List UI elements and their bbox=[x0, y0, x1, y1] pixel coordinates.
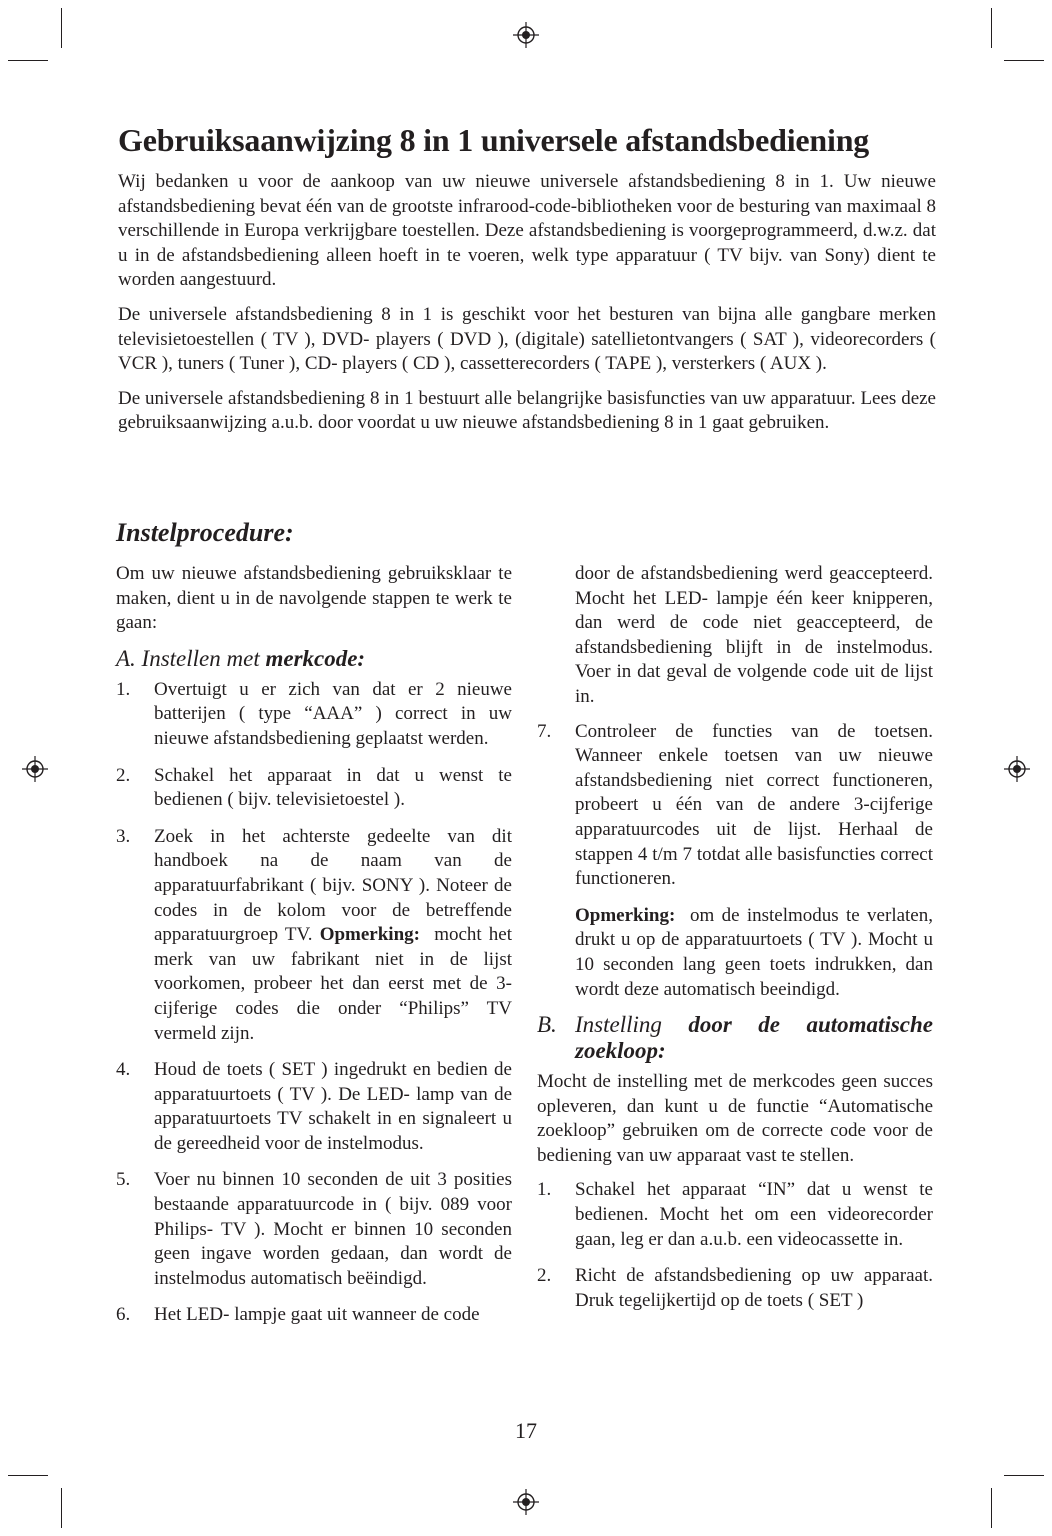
list-item bbox=[537, 1264, 933, 1313]
section-b-intro: Mocht de instelling met de merkcodes geen succes opleveren, dan kunt u de functie “Automatische zoekloop” gebruiken om de correcte code voor de bediening van uw apparaat vast te stellen. bbox=[537, 1071, 933, 1166]
step-text: Controleer de functies van de toetsen. Wanneer enkele toetsen van uw nieuwe afstandsbediening niet correct functioneren, probeert u één van de andere 3-cijferige apparatuurcodes uit de lijst. Herhaal de stappen 4 t/m 7 totdat alle basisfuncties correct functioneren. bbox=[575, 720, 933, 890]
intro bbox=[118, 170, 936, 446]
list-item bbox=[116, 1058, 512, 1156]
step-number: 4. bbox=[116, 1059, 131, 1081]
step-text: Zoek in het achterste gedeelte van dit handboek na de naam van de apparatuurfabrikant ( bijv. SONY ). Noteer de codes in de kolom voor de betreffende apparatuurgroep TV. bbox=[154, 825, 512, 946]
note-label: Opmerking: bbox=[319, 924, 420, 946]
list-item bbox=[116, 1303, 512, 1328]
list-item bbox=[116, 825, 512, 1046]
list-item bbox=[537, 1178, 933, 1252]
step-text: Richt de afstandsbediening op uw apparaat. Druk tegelijkertijd op de toets ( SET ) bbox=[575, 1265, 933, 1311]
crop-mark bbox=[61, 8, 62, 48]
registration-mark-icon bbox=[22, 756, 48, 782]
subsection-b-bold: door de automatische zoekloop: bbox=[575, 1012, 933, 1064]
steps-a-list bbox=[116, 678, 512, 1328]
crop-mark bbox=[8, 60, 48, 61]
step-text: Houd de toets ( SET ) ingedrukt en bedien de apparatuurtoets ( TV ). De LED- lamp van de apparatuurtoets TV schakelt in en signaleert u de gereedheid voor de instelmodus. bbox=[154, 1059, 512, 1154]
crop-mark bbox=[1004, 1475, 1044, 1476]
crop-mark bbox=[991, 1488, 992, 1528]
step-continuation: door de afstandsbediening werd geaccepteerd. Mocht het LED- lampje één keer knipperen, dan werd de code niet geaccepteerd, de afstandsbediening blijft in de instelmodus. Voer in dat geval de volgende code uit de lijst in. bbox=[575, 563, 933, 707]
step-number: 6. bbox=[116, 1304, 131, 1326]
intro-paragraph: Wij bedanken u voor de aankoop van uw nieuwe universele afstandsbediening 8 in 1. Uw nieuwe afstandsbediening bevat één van de grootste infrarood-code-bibliotheken voor de besturing van maximaal 8 verschillende in Europa verkrijgbare toestellen. Deze afstandsbediening is voorgeprogrammeerd, d.w.z. dat u in de afstandsbediening alleen hoeft in te voeren, welk type apparatuur ( TV bijv. van Sony) dient te worden aangestuurd. bbox=[118, 171, 936, 291]
remark bbox=[537, 904, 933, 1002]
registration-mark-icon bbox=[1004, 756, 1030, 782]
page-number: 17 bbox=[515, 1418, 537, 1443]
note-text: mocht het merk van uw fabrikant niet in de lijst voorkomen, probeer het dan eerst met de 3-cijferige codes die onder “Philips” TV vermeld zijn. bbox=[154, 924, 513, 1044]
subsection-a-bold: merkcode: bbox=[265, 645, 366, 671]
subsection-a-prefix: A. Instellen met bbox=[116, 645, 266, 671]
remark-text: om de instelmodus te verlaten, drukt u op de apparatuurtoets ( TV ). Mocht u 10 seconden lang geen toets indrukken, dan wordt deze automatisch beeindigd. bbox=[575, 904, 933, 1000]
step-number: 3. bbox=[116, 825, 131, 847]
page-title: Gebruiksaanwijzing 8 in 1 universele afstandsbediening bbox=[118, 122, 870, 158]
list-item bbox=[537, 720, 933, 892]
subsection-a-heading bbox=[116, 646, 512, 672]
remark-label: Opmerking: bbox=[575, 904, 676, 926]
section-title: Instelprocedure: bbox=[116, 518, 294, 547]
step-number: 1. bbox=[116, 678, 131, 700]
list-item bbox=[116, 764, 512, 813]
right-column bbox=[537, 562, 933, 1325]
crop-mark bbox=[1004, 60, 1044, 61]
subsection-b-prefix: Instelling bbox=[575, 1012, 689, 1038]
intro-paragraph: De universele afstandsbediening 8 in 1 is geschikt voor het besturen van bijna alle gangbare merken televisietoestellen ( TV ), DVD- players ( DVD ), (digitale) satellietontvangers ( SAT ), videorecorders ( VCR ), tuners ( Tuner ), CD- players ( CD ), cassetterecorders ( TAPE ), versterkers ( AUX ). bbox=[118, 303, 936, 375]
step-number: 2. bbox=[116, 764, 131, 786]
step-number: 5. bbox=[116, 1169, 131, 1191]
list-item bbox=[116, 678, 512, 752]
step-number: 2. bbox=[537, 1265, 552, 1287]
subsection-b-letter: B. bbox=[537, 1012, 557, 1038]
crop-mark bbox=[61, 1488, 62, 1528]
section-intro: Om uw nieuwe afstandsbediening gebruiksklaar te maken, dient u in de navolgende stappen te werk te gaan: bbox=[116, 563, 512, 634]
crop-mark bbox=[8, 1475, 48, 1476]
step-number: 1. bbox=[537, 1179, 552, 1201]
subsection-b-heading bbox=[537, 1012, 933, 1064]
list-item bbox=[116, 1168, 512, 1291]
step-text: Het LED- lampje gaat uit wanneer de code bbox=[154, 1304, 480, 1326]
step-text: Overtuigt u er zich van dat er 2 nieuwe batterijen ( type “AAA” ) correct in uw nieuwe afstandsbediening geplaatst werden. bbox=[154, 678, 512, 749]
registration-mark-icon bbox=[513, 22, 539, 48]
step-text: Schakel het apparaat “IN” dat u wenst te bedienen. Mocht het om een videorecorder gaan, leg er dan a.u.b. een videocassette in. bbox=[575, 1179, 933, 1250]
step-text: Schakel het apparaat in dat u wenst te bedienen ( bijv. televisietoestel ). bbox=[154, 764, 512, 811]
steps-a-list-continued bbox=[537, 720, 933, 892]
left-column bbox=[116, 562, 512, 1340]
registration-mark-icon bbox=[513, 1489, 539, 1515]
crop-mark bbox=[991, 8, 992, 48]
step-text: Voer nu binnen 10 seconden de uit 3 posities bestaande apparatuurcode in ( bijv. 089 voor Philips- TV ). Mocht er binnen 10 seconden geen ingave worden gedaan, dan wordt de instelmodus automatisch beëindigd. bbox=[154, 1169, 512, 1289]
steps-b-list bbox=[537, 1178, 933, 1313]
intro-paragraph: De universele afstandsbediening 8 in 1 bestuurt alle belangrijke basisfuncties van uw apparatuur. Lees deze gebruiksaanwijzing a.u.b. door voordat u uw nieuwe afstandsbediening 8 in 1 gaat gebruiken. bbox=[118, 387, 936, 434]
step-number: 7. bbox=[537, 720, 552, 742]
